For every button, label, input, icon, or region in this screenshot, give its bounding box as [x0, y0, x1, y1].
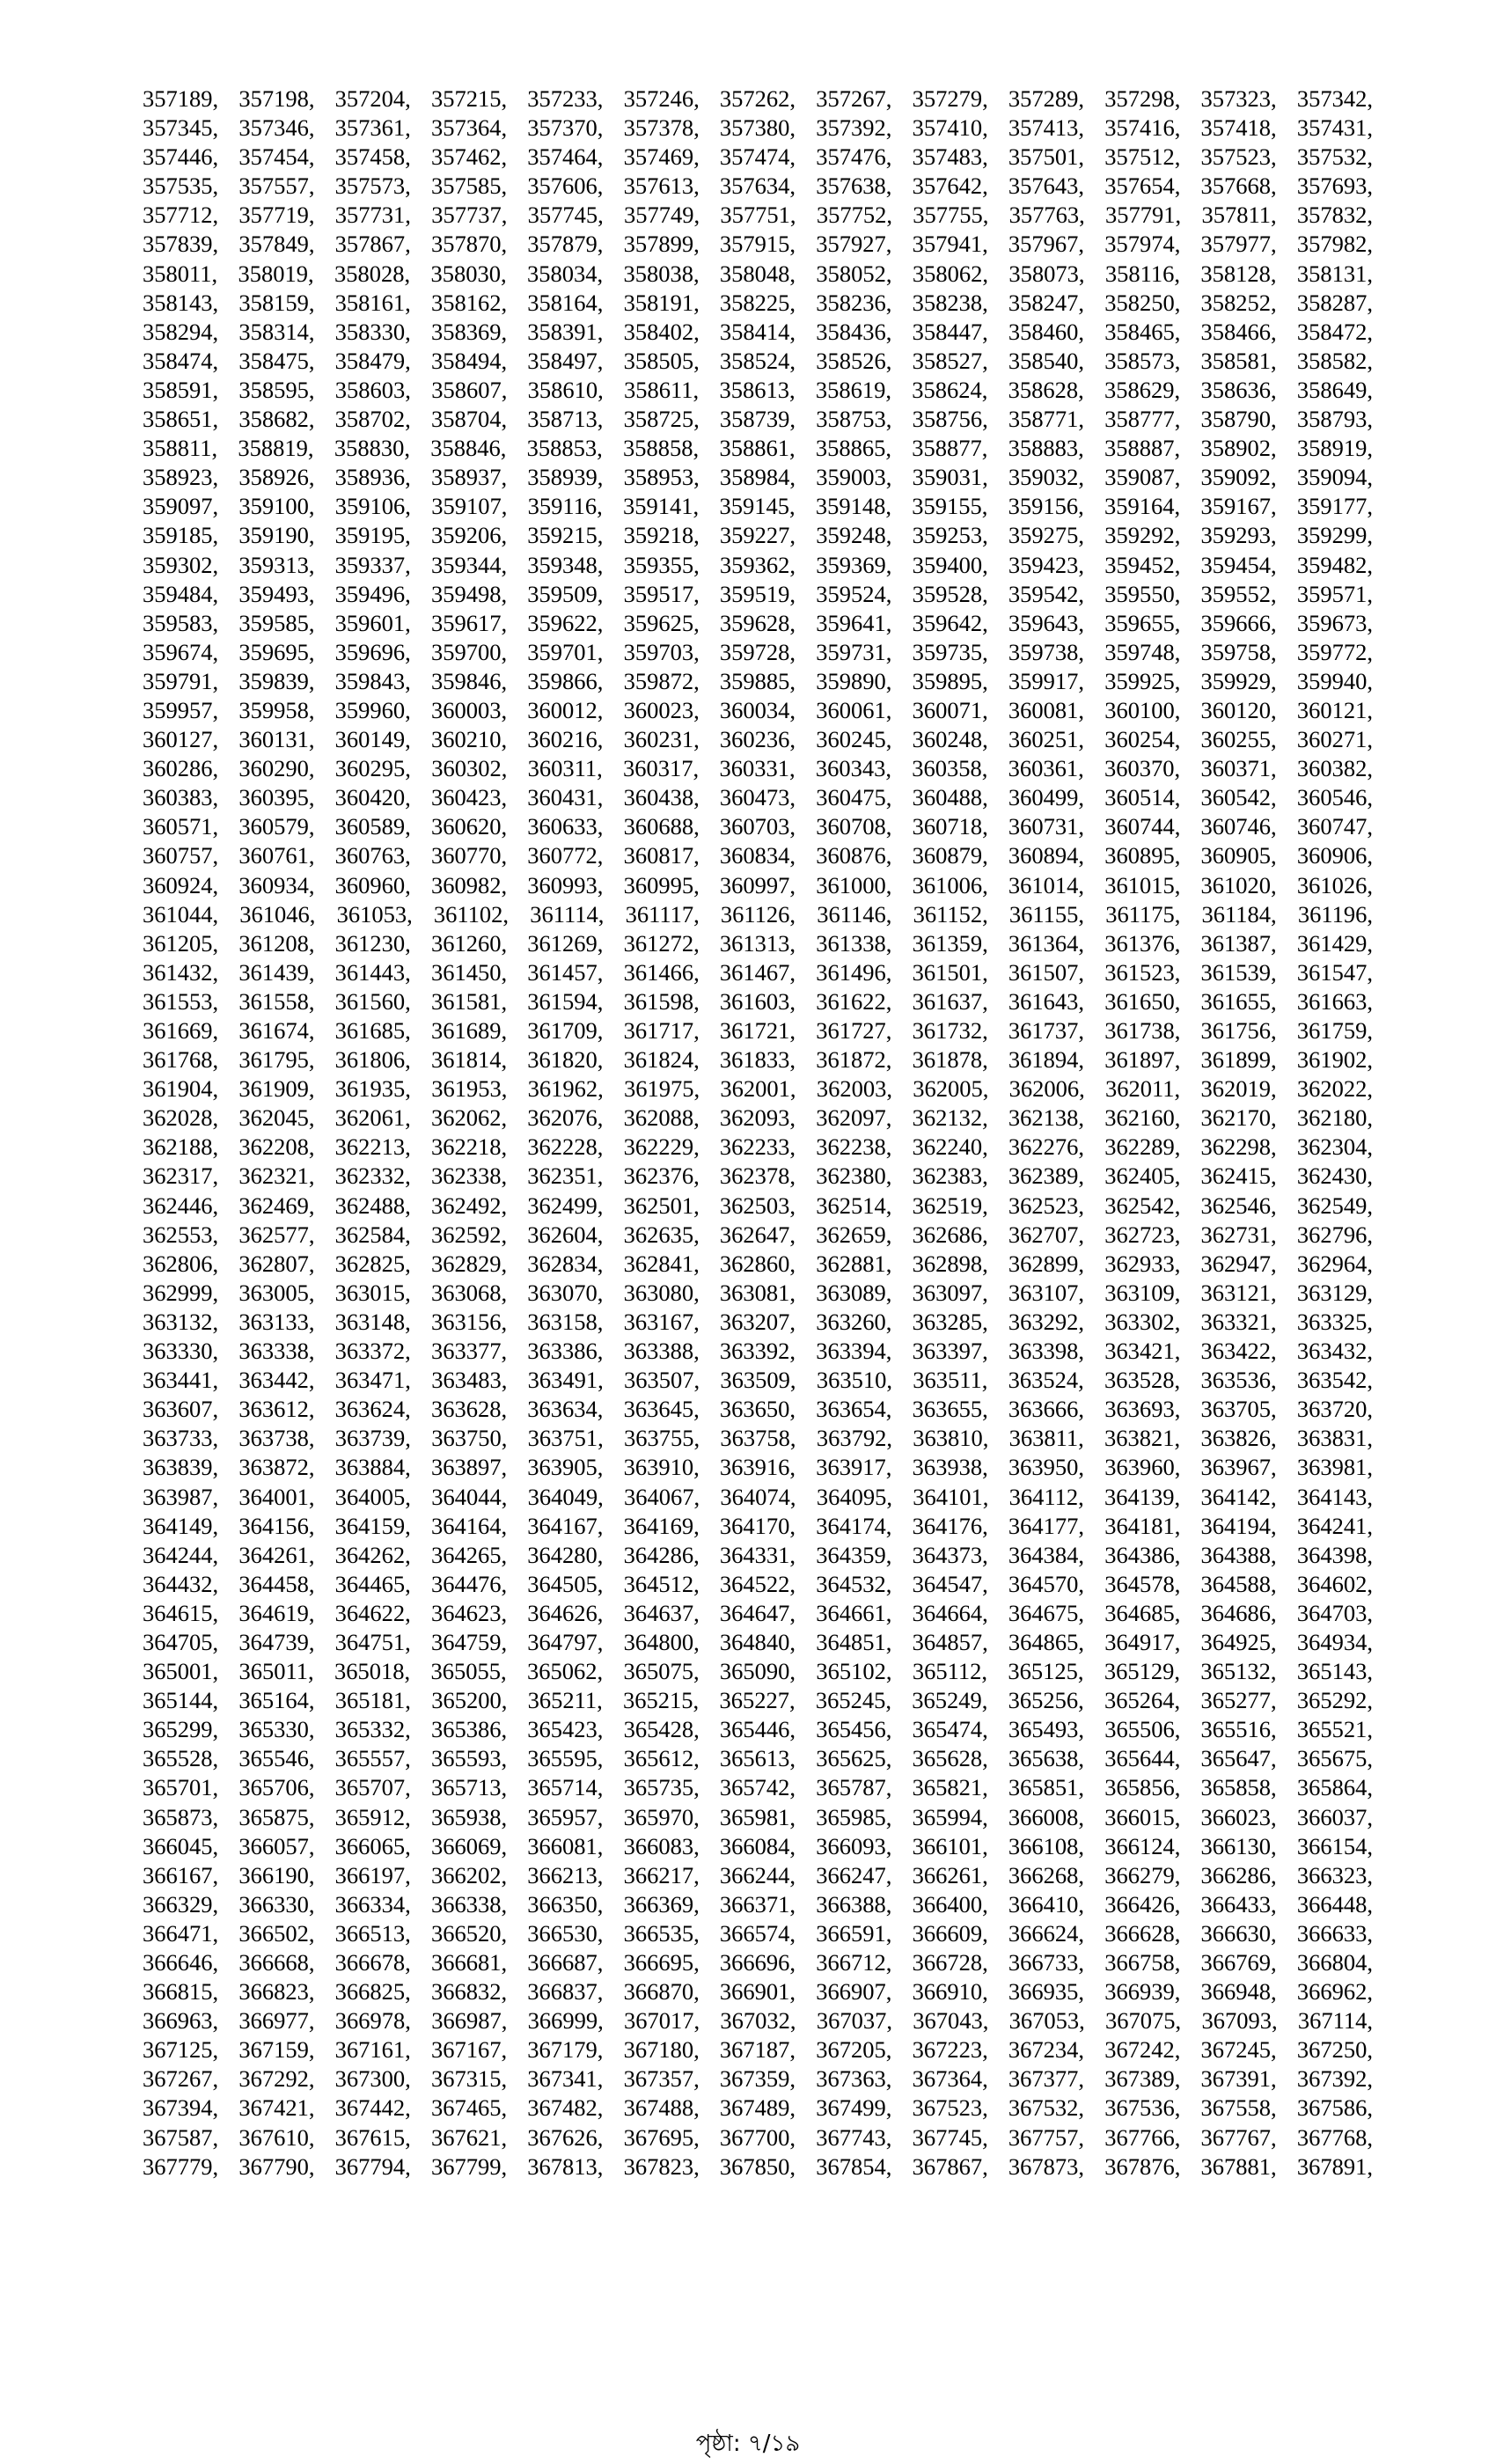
- number-line: 364615, 364619, 364622, 364623, 364626, 364637, 364647, 364661, 364664, 364675, 364685, 364686, 364703,: [143, 1599, 1373, 1626]
- number-line: 358651, 358682, 358702, 358704, 358713, 358725, 358739, 358753, 358756, 358771, 358777, 358790, 358793,: [143, 406, 1373, 433]
- number-line: 359583, 359585, 359601, 359617, 359622, 359625, 359628, 359641, 359642, 359643, 359655, 359666, 359673,: [143, 609, 1373, 636]
- number-line: 362806, 362807, 362825, 362829, 362834, 362841, 362860, 362881, 362898, 362899, 362933, 362947, 362964,: [143, 1250, 1373, 1277]
- number-line: 366329, 366330, 366334, 366338, 366350, 366369, 366371, 366388, 366400, 366410, 366426, 366433, 366448,: [143, 1890, 1373, 1918]
- number-line: 360924, 360934, 360960, 360982, 360993, 360995, 360997, 361000, 361006, 361014, 361015, 361020, 361026,: [143, 871, 1373, 898]
- number-line: 364149, 364156, 364159, 364164, 364167, 364169, 364170, 364174, 364176, 364177, 364181, 364194, 364241,: [143, 1512, 1373, 1539]
- number-line: 357446, 357454, 357458, 357462, 357464, 357469, 357474, 357476, 357483, 357501, 357512, 357523, 357532,: [143, 143, 1373, 171]
- number-line: 365299, 365330, 365332, 365386, 365423, 365428, 365446, 365456, 365474, 365493, 365506, 365516, 365521,: [143, 1716, 1373, 1743]
- number-line: 362446, 362469, 362488, 362492, 362499, 362501, 362503, 362514, 362519, 362523, 362542, 362546, 362549,: [143, 1192, 1373, 1219]
- number-line: 367587, 367610, 367615, 367621, 367626, 367695, 367700, 367743, 367745, 367757, 367766, 367767, 367768,: [143, 2123, 1373, 2151]
- number-line: 359674, 359695, 359696, 359700, 359701, 359703, 359728, 359731, 359735, 359738, 359748, 359758, 359772,: [143, 638, 1373, 665]
- number-line: 367267, 367292, 367300, 367315, 367341, 367357, 367359, 367363, 367364, 367377, 367389, 367391, 367392,: [143, 2065, 1373, 2093]
- number-line: 359097, 359100, 359106, 359107, 359116, 359141, 359145, 359148, 359155, 359156, 359164, 359167, 359177,: [143, 493, 1373, 520]
- number-line: 360757, 360761, 360763, 360770, 360772, 360817, 360834, 360876, 360879, 360894, 360895, 360905, 360906,: [143, 842, 1373, 869]
- number-line: 360571, 360579, 360589, 360620, 360633, 360688, 360703, 360708, 360718, 360731, 360744, 360746, 360747,: [143, 813, 1373, 840]
- number-line: 359957, 359958, 359960, 360003, 360012, 360023, 360034, 360061, 360071, 360081, 360100, 360120, 360121,: [143, 696, 1373, 723]
- number-line: 366646, 366668, 366678, 366681, 366687, 366695, 366696, 366712, 366728, 366733, 366758, 366769, 366804,: [143, 1949, 1373, 1976]
- number-line: 359791, 359839, 359843, 359846, 359866, 359872, 359885, 359890, 359895, 359917, 359925, 359929, 359940,: [143, 667, 1373, 694]
- number-line: 358294, 358314, 358330, 358369, 358391, 358402, 358414, 358436, 358447, 358460, 358465, 358466, 358472,: [143, 318, 1373, 345]
- number-line: 365528, 365546, 365557, 365593, 365595, 365612, 365613, 365625, 365628, 365638, 365644, 365647, 365675,: [143, 1745, 1373, 1772]
- number-line: 366045, 366057, 366065, 366069, 366081, 366083, 366084, 366093, 366101, 366108, 366124, 366130, 366154,: [143, 1832, 1373, 1859]
- number-line: 357839, 357849, 357867, 357870, 357879, 357899, 357915, 357927, 357941, 357967, 357974, 357977, 357982,: [143, 231, 1373, 258]
- number-line: 358923, 358926, 358936, 358937, 358939, 358953, 358984, 359003, 359031, 359032, 359087, 359092, 359094,: [143, 464, 1373, 491]
- number-line: 362188, 362208, 362213, 362218, 362228, 362229, 362233, 362238, 362240, 362276, 362289, 362298, 362304,: [143, 1133, 1373, 1161]
- number-line: 367779, 367790, 367794, 367799, 367813, 367823, 367850, 367854, 367867, 367873, 367876, 367881, 367891,: [143, 2152, 1373, 2180]
- number-line: 365144, 365164, 365181, 365200, 365211, 365215, 365227, 365245, 365249, 365256, 365264, 365277, 365292,: [143, 1687, 1373, 1714]
- number-line: 357712, 357719, 357731, 357737, 357745, 357749, 357751, 357752, 357755, 357763, 357791, 357811, 357832,: [143, 202, 1373, 229]
- number-line: 363330, 363338, 363372, 363377, 363386, 363388, 363392, 363394, 363397, 363398, 363421, 363422, 363432,: [143, 1338, 1373, 1365]
- number-line: 361205, 361208, 361230, 361260, 361269, 361272, 361313, 361338, 361359, 361364, 361376, 361387, 361429,: [143, 929, 1373, 957]
- number-line: 361904, 361909, 361935, 361953, 361962, 361975, 362001, 362003, 362005, 362006, 362011, 362019, 362022,: [143, 1075, 1373, 1103]
- roll-number-list: [143, 84, 1373, 2182]
- number-line: 358011, 358019, 358028, 358030, 358034, 358038, 358048, 358052, 358062, 358073, 358116, 358128, 358131,: [143, 260, 1373, 287]
- number-line: 359484, 359493, 359496, 359498, 359509, 359517, 359519, 359524, 359528, 359542, 359550, 359552, 359571,: [143, 580, 1373, 607]
- number-line: 362553, 362577, 362584, 362592, 362604, 362635, 362647, 362659, 362686, 362707, 362723, 362731, 362796,: [143, 1221, 1373, 1248]
- number-line: 366167, 366190, 366197, 366202, 366213, 366217, 366244, 366247, 366261, 366268, 366279, 366286, 366323,: [143, 1861, 1373, 1888]
- number-line: 360127, 360131, 360149, 360210, 360216, 360231, 360236, 360245, 360248, 360251, 360254, 360255, 360271,: [143, 726, 1373, 753]
- number-line: 361044, 361046, 361053, 361102, 361114, 361117, 361126, 361146, 361152, 361155, 361175, 361184, 361196,: [143, 900, 1373, 928]
- number-line: 357535, 357557, 357573, 357585, 357606, 357613, 357634, 357638, 357642, 357643, 357654, 357668, 357693,: [143, 172, 1373, 200]
- number-line: 361432, 361439, 361443, 361450, 361457, 361466, 361467, 361496, 361501, 361507, 361523, 361539, 361547,: [143, 958, 1373, 986]
- number-line: 365701, 365706, 365707, 365713, 365714, 365735, 365742, 365787, 365821, 365851, 365856, 365858, 365864,: [143, 1774, 1373, 1801]
- number-line: 357189, 357198, 357204, 357215, 357233, 357246, 357262, 357267, 357279, 357289, 357298, 357323, 357342,: [143, 85, 1373, 112]
- number-line: 361669, 361674, 361685, 361689, 361709, 361717, 361721, 361727, 361732, 361737, 361738, 361756, 361759,: [143, 1017, 1373, 1044]
- number-line: 358143, 358159, 358161, 358162, 358164, 358191, 358225, 358236, 358238, 358247, 358250, 358252, 358287,: [143, 289, 1373, 316]
- number-line: 358591, 358595, 358603, 358607, 358610, 358611, 358613, 358619, 358624, 358628, 358629, 358636, 358649,: [143, 376, 1373, 403]
- number-line: 364432, 364458, 364465, 364476, 364505, 364512, 364522, 364532, 364547, 364570, 364578, 364588, 364602,: [143, 1570, 1373, 1597]
- number-line: 364705, 364739, 364751, 364759, 364797, 364800, 364840, 364851, 364857, 364865, 364917, 364925, 364934,: [143, 1628, 1373, 1655]
- number-line: 363733, 363738, 363739, 363750, 363751, 363755, 363758, 363792, 363810, 363811, 363821, 363826, 363831,: [143, 1425, 1373, 1452]
- number-line: 365873, 365875, 365912, 365938, 365957, 365970, 365981, 365985, 365994, 366008, 366015, 366023, 366037,: [143, 1803, 1373, 1830]
- number-line: 365001, 365011, 365018, 365055, 365062, 365075, 365090, 365102, 365112, 365125, 365129, 365132, 365143,: [143, 1658, 1373, 1685]
- number-line: 362028, 362045, 362061, 362062, 362076, 362088, 362093, 362097, 362132, 362138, 362160, 362170, 362180,: [143, 1104, 1373, 1132]
- number-line: 363132, 363133, 363148, 363156, 363158, 363167, 363207, 363260, 363285, 363292, 363302, 363321, 363325,: [143, 1308, 1373, 1335]
- number-line: 359302, 359313, 359337, 359344, 359348, 359355, 359362, 359369, 359400, 359423, 359452, 359454, 359482,: [143, 551, 1373, 578]
- number-line: 366471, 366502, 366513, 366520, 366530, 366535, 366574, 366591, 366609, 366624, 366628, 366630, 366633,: [143, 1919, 1373, 1947]
- number-line: 364244, 364261, 364262, 364265, 364280, 364286, 364331, 364359, 364373, 364384, 364386, 364388, 364398,: [143, 1541, 1373, 1568]
- number-line: 363839, 363872, 363884, 363897, 363905, 363910, 363916, 363917, 363938, 363950, 363960, 363967, 363981,: [143, 1454, 1373, 1481]
- number-line: 361553, 361558, 361560, 361581, 361594, 361598, 361603, 361622, 361637, 361643, 361650, 361655, 361663,: [143, 987, 1373, 1015]
- page-number-footer: পৃষ্ঠা: ৭/১৯: [695, 2431, 801, 2457]
- number-line: 362317, 362321, 362332, 362338, 362351, 362376, 362378, 362380, 362383, 362389, 362405, 362415, 362430,: [143, 1162, 1373, 1190]
- number-line: 363607, 363612, 363624, 363628, 363634, 363645, 363650, 363654, 363655, 363666, 363693, 363705, 363720,: [143, 1396, 1373, 1423]
- number-line: 363441, 363442, 363471, 363483, 363491, 363507, 363509, 363510, 363511, 363524, 363528, 363536, 363542,: [143, 1367, 1373, 1394]
- number-line: 367394, 367421, 367442, 367465, 367482, 367488, 367489, 367499, 367523, 367532, 367536, 367558, 367586,: [143, 2094, 1373, 2122]
- number-line: 359185, 359190, 359195, 359206, 359215, 359218, 359227, 359248, 359253, 359275, 359292, 359293, 359299,: [143, 522, 1373, 549]
- number-line: 358474, 358475, 358479, 358494, 358497, 358505, 358524, 358526, 358527, 358540, 358573, 358581, 358582,: [143, 347, 1373, 374]
- number-line: 360286, 360290, 360295, 360302, 360311, 360317, 360331, 360343, 360358, 360361, 360370, 360371, 360382,: [143, 755, 1373, 782]
- number-line: 363987, 364001, 364005, 364044, 364049, 364067, 364074, 364095, 364101, 364112, 364139, 364142, 364143,: [143, 1483, 1373, 1510]
- number-line: 366963, 366977, 366978, 366987, 366999, 367017, 367032, 367037, 367043, 367053, 367075, 367093, 367114,: [143, 2007, 1373, 2035]
- number-line: 361768, 361795, 361806, 361814, 361820, 361824, 361833, 361872, 361878, 361894, 361897, 361899, 361902,: [143, 1046, 1373, 1074]
- number-line: 357345, 357346, 357361, 357364, 357370, 357378, 357380, 357392, 357410, 357413, 357416, 357418, 357431,: [143, 114, 1373, 142]
- number-line: 366815, 366823, 366825, 366832, 366837, 366870, 366901, 366907, 366910, 366935, 366939, 366948, 366962,: [143, 1978, 1373, 2006]
- number-line: 367125, 367159, 367161, 367167, 367179, 367180, 367187, 367205, 367223, 367234, 367242, 367245, 367250,: [143, 2036, 1373, 2064]
- number-line: 358811, 358819, 358830, 358846, 358853, 358858, 358861, 358865, 358877, 358883, 358887, 358902, 358919,: [143, 435, 1373, 462]
- number-line: 360383, 360395, 360420, 360423, 360431, 360438, 360473, 360475, 360488, 360499, 360514, 360542, 360546,: [143, 784, 1373, 811]
- number-line: 362999, 363005, 363015, 363068, 363070, 363080, 363081, 363089, 363097, 363107, 363109, 363121, 363129,: [143, 1279, 1373, 1306]
